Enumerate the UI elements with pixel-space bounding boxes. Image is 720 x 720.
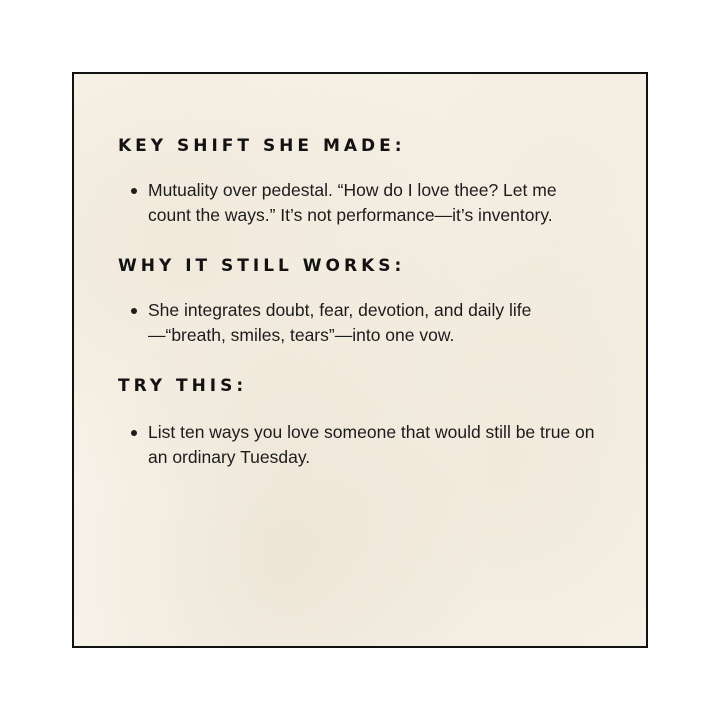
list-item <box>118 178 598 228</box>
bullet-icon <box>131 308 137 314</box>
list-item-text: She integrates doubt, fear, devotion, and daily life—“breath, smiles, tears”—into one vow. <box>148 300 532 345</box>
list-item <box>118 420 598 470</box>
bullet-icon <box>131 430 137 436</box>
section-heading: WHY IT STILL WORKS: <box>118 256 406 276</box>
list-item-text: Mutuality over pedestal. “How do I love thee? Let me count the ways.” It’s not performance—it’s inventory. <box>148 180 557 225</box>
section-heading: TRY THIS: <box>118 376 248 396</box>
bullet-icon <box>131 188 137 194</box>
list-item <box>118 298 598 348</box>
card-content <box>118 132 598 470</box>
list-item-text: List ten ways you love someone that would still be true on an ordinary Tuesday. <box>148 422 595 467</box>
section-try-this <box>118 372 598 470</box>
bullet-list <box>118 298 598 348</box>
section-why-it-works <box>118 252 598 348</box>
card-frame <box>72 72 648 648</box>
section-key-shift <box>118 132 598 228</box>
section-heading: KEY SHIFT SHE MADE: <box>118 136 406 156</box>
bullet-list <box>118 420 598 470</box>
bullet-list <box>118 178 598 228</box>
